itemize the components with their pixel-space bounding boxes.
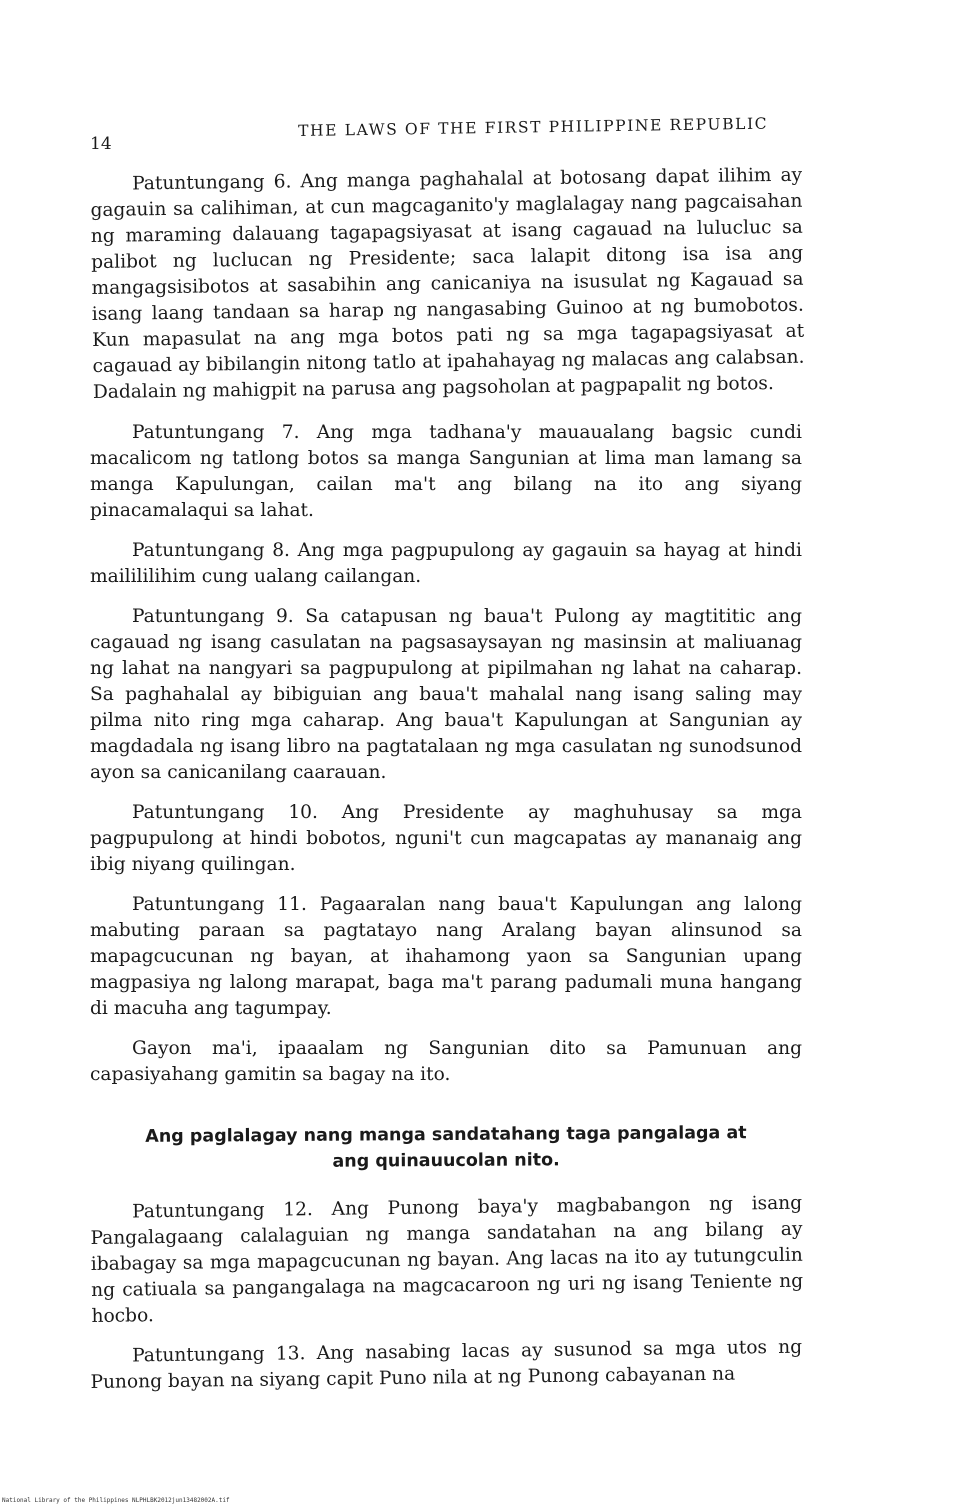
paragraph-article-13: Patuntungang 13. Ang nasabing lacas ay susunod sa mga utos ng Punong bayan na siyang capit Puno nila at ng Punong cabayanan na	[90, 1336, 803, 1393]
page-number: 14	[90, 134, 112, 154]
section-heading: Ang paglalagay nang manga sandatahang taga pangalaga at ang quinauucolan nito.	[145, 1123, 747, 1172]
paragraph-article-11: Patuntungang 11. Pagaaralan nang baua't Kapulungan ang lalong mabuting paraan sa pagtatayo nang Aralang bayan alinsunod sa mapagcucunan ng bayan, at ihahamong yaon sa Sangunian upang magpasiya ng lalong marapat, baga ma't parang padumali muna hangang di macuha ang tagumpay.	[90, 894, 802, 1019]
paragraph-article-10: Patuntungang 10. Ang Presidente ay maghuhusay sa mga pagpupulong at hindi bobotos, nguni't cun magcapatas ay mananaig ang ibig niyang quilingan.	[90, 802, 802, 875]
paragraph-article-7: Patuntungang 7. Ang mga tadhana'y mauaualang bagsic cundi macalicom ng tatlong botos sa manga Sangunian at lima man lamang sa manga Kapulungan, cailan ma't ang bilang na ito ang siyang pinacamalaqui sa lahat.	[90, 422, 802, 521]
paragraph-article-8: Patuntungang 8. Ang mga pagpupulong ay gagauin sa hayag at hindi mailililihim cung ualang cailangan.	[90, 540, 802, 587]
paragraph-article-9: Patuntungang 9. Sa catapusan ng baua't Pulong ay magtititic ang cagauad ng isang casulatan na pagsasaysayan ng masinsin at maliuanag ng lahat na nangyari sa pagpupulong at pipilmahan ng lahat na caharap. Sa paghahalal ay bibiguian ang baua't mahalal nang isang saling may pilma nito ring mga caharap. Ang baua't Kapulungan at Sangunian ay magdadala ng isang libro na pagtatalaan ng mga casulatan ng sunodsunod ayon sa canicanilang caarauan.	[90, 606, 802, 783]
paragraph-article-6: Patuntungang 6. Ang manga paghahalal at botosang dapat ilihim ay gagauin sa calihiman, at cun magcaganito'y maglalagay nang pagcaisahan ng maraming dalauang tagapagsiyasat at isang cagauad na lulucluc sa palibot ng luclucan ng Presidente; saca lalapit ditong isa isa ang mangagsisibotos at sasabihin ang canicaniya na isusulat ng Kagauad sa isang laang tandaan sa harap ng nangasabing Guinoo at ng bumobotos. Kun mapasulat na ang mga botos pati ng sa mga tagapagsiyasat at cagauad ay bibilangin nitong tatlo at ipahahayag ng malacas ang calabsan. Dadalain ng mahigpit na parusa ang pagsoholan at pagpapalit ng botos.	[90, 164, 805, 403]
scan-source-footer: National Library of the Philippines NLPHLBK2012jun13482002A.tif	[2, 1497, 230, 1504]
paragraph-article-12: Patuntungang 12. Ang Punong baya'y magbabangon ng isang Pangalagaang calalaguian ng manga sandatahan na ang bilang ay ibabagay sa mga mapagcucunan ng bayan. Ang lacas na ito ay tutungculin ng catiuala sa pangangalaga na magcacaroon ng uri ng isang Teniente ng hocbo.	[90, 1192, 804, 1327]
running-title: THE LAWS OF THE FIRST PHILIPPINE REPUBLIC	[298, 114, 769, 140]
paragraph-article-11-continuation: Gayon ma'i, ipaaalam ng Sangunian dito sa Pamunuan ang capasiyahang gamitin sa bagay na ito.	[90, 1038, 802, 1085]
body-text	[90, 164, 805, 1410]
